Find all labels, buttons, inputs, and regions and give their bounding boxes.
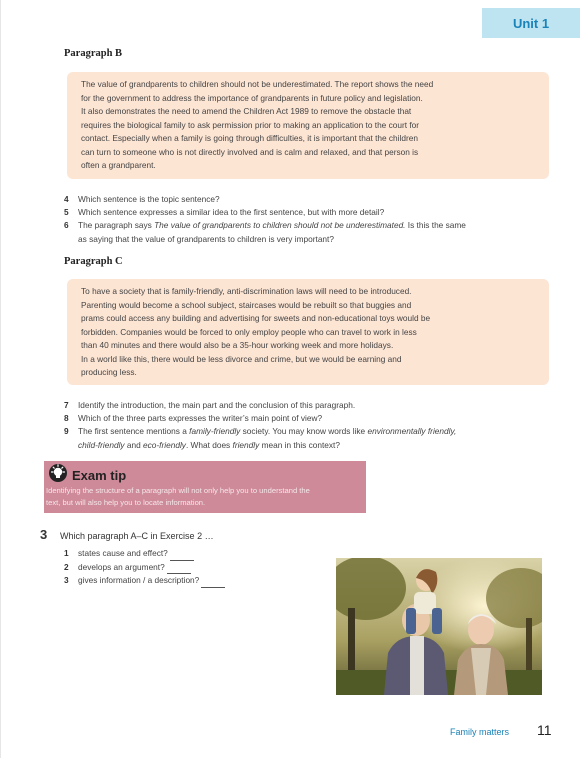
question-number: 4 [64, 194, 69, 204]
answer-blank[interactable] [167, 561, 191, 575]
item-number: 1 [64, 548, 69, 558]
question-6 [64, 219, 554, 232]
exercise-item [64, 561, 225, 575]
paragraph-c-line: than 40 minutes and there would also be a 35-hour working week and more holidays. [81, 340, 394, 350]
question-6-continued: as saying that the value of grandparents to children is very important? [78, 233, 334, 244]
question-text: Which sentence expresses a similar idea to the first sentence, but with more detail? [78, 207, 385, 218]
exercise-item [64, 547, 225, 561]
highlighted-term: friendly [232, 439, 260, 450]
question-text: Identify the introduction, the main part and the conclusion of this paragraph. [78, 400, 356, 410]
question-4 [64, 193, 554, 206]
paragraph-b-line: contact. Especially when a family is going through difficulties, it is important that the children [81, 133, 418, 143]
question-9 [64, 425, 554, 438]
question-text-part: . What does [185, 439, 233, 450]
exercise-number: 3 [40, 527, 48, 542]
question-number: 6 [64, 220, 69, 231]
item-text: states cause and effect? [78, 548, 168, 558]
question-text-part: Is this the same [405, 220, 466, 231]
paragraph-c-line: To have a society that is family-friendly, anti-discrimination laws will need to be introduced. [81, 286, 412, 296]
paragraph-b-line: can turn to someone who is not directly involved and is calm and relaxed, and that person is [81, 146, 419, 157]
question-text-part: The paragraph says [78, 220, 155, 231]
question-number: 9 [64, 426, 69, 437]
item-number: 2 [64, 561, 69, 572]
question-5 [64, 206, 554, 219]
questions-c [64, 399, 554, 452]
chapter-title: Family matters [450, 727, 510, 737]
paragraph-c-line: prams could access any building and advertising for sweets and non-educational toys would be [81, 313, 431, 323]
exercise-title: Which paragraph A–C in Exercise 2 … [60, 531, 214, 541]
unit-label: Unit 1 [512, 15, 550, 31]
exam-tip-title: Exam tip [72, 468, 127, 483]
quoted-sentence: The value of grandparents to children should not be underestimated. [154, 220, 406, 231]
question-text-part: The first sentence mentions a [78, 426, 190, 437]
question-text [78, 425, 554, 438]
question-7 [64, 399, 554, 412]
paragraph-c-line: Parenting would become a school subject, staircases would be rebuilt so that buggies and [81, 299, 412, 310]
question-text-part: mean in this context? [259, 439, 340, 450]
item-text: gives information / a description? [78, 575, 200, 585]
paragraph-b-line: The value of grandparents to children should not be underestimated. The report shows the need [81, 79, 434, 89]
exercise-item [64, 574, 225, 588]
exam-tip-text [46, 485, 364, 509]
paragraph-c-line: forbidden. Companies would be forced to only employ people who can travel to work in less [81, 326, 417, 337]
page-number: 11 [537, 722, 552, 738]
highlighted-term: eco-friendly [143, 439, 186, 450]
exam-tip-line: Identifying the structure of a paragraph will not only help you to understand the [46, 486, 310, 495]
question-text [78, 219, 554, 232]
paragraph-b-heading: Paragraph B [64, 48, 123, 59]
question-number: 5 [64, 207, 69, 218]
highlighted-term: family-friendly [189, 426, 241, 437]
question-number: 8 [64, 413, 69, 424]
paragraph-b-line: It also demonstrates the need to amend the Children Act 1989 to remove the obstacle that [81, 106, 412, 116]
exam-tip-line: text, but will also help you to locate information. [46, 498, 206, 507]
exercise-3-items [64, 547, 225, 588]
question-text: Which of the three parts expresses the writer’s main point of view? [78, 413, 323, 424]
paragraph-b-box [67, 72, 549, 179]
answer-blank[interactable] [170, 547, 194, 561]
question-number: 7 [64, 400, 69, 410]
item-number: 3 [64, 575, 69, 585]
question-9-continued [64, 439, 554, 452]
questions-b [64, 193, 554, 246]
question-text-part: society. You may know words like [240, 426, 368, 437]
question-8 [64, 412, 554, 425]
paragraph-c-heading: Paragraph C [64, 256, 123, 267]
unit-tab [482, 8, 580, 38]
paragraph-c-box [67, 279, 549, 385]
question-text: Which sentence is the topic sentence? [78, 194, 220, 204]
paragraph-b-line: often a grandparent. [81, 160, 156, 170]
paragraph-c-line: In a world like this, there would be less divorce and crime, but we would be earning and [81, 353, 402, 364]
highlighted-term: environmentally friendly, [367, 426, 457, 437]
paragraph-b-line: for the government to address the importance of grandparents in future policy and legislation. [81, 92, 423, 103]
answer-blank[interactable] [201, 574, 225, 588]
highlighted-term: child-friendly [78, 439, 125, 450]
paragraph-c-line: producing less. [81, 367, 137, 377]
exam-tip-box [44, 461, 366, 513]
family-photo [336, 558, 542, 695]
paragraph-b-line: requires the biological family to ask permission prior to making an application to the court for [81, 119, 420, 130]
exercise-3-heading [40, 527, 214, 542]
question-text-part: and [124, 439, 144, 450]
item-text: develops an argument? [78, 561, 165, 572]
